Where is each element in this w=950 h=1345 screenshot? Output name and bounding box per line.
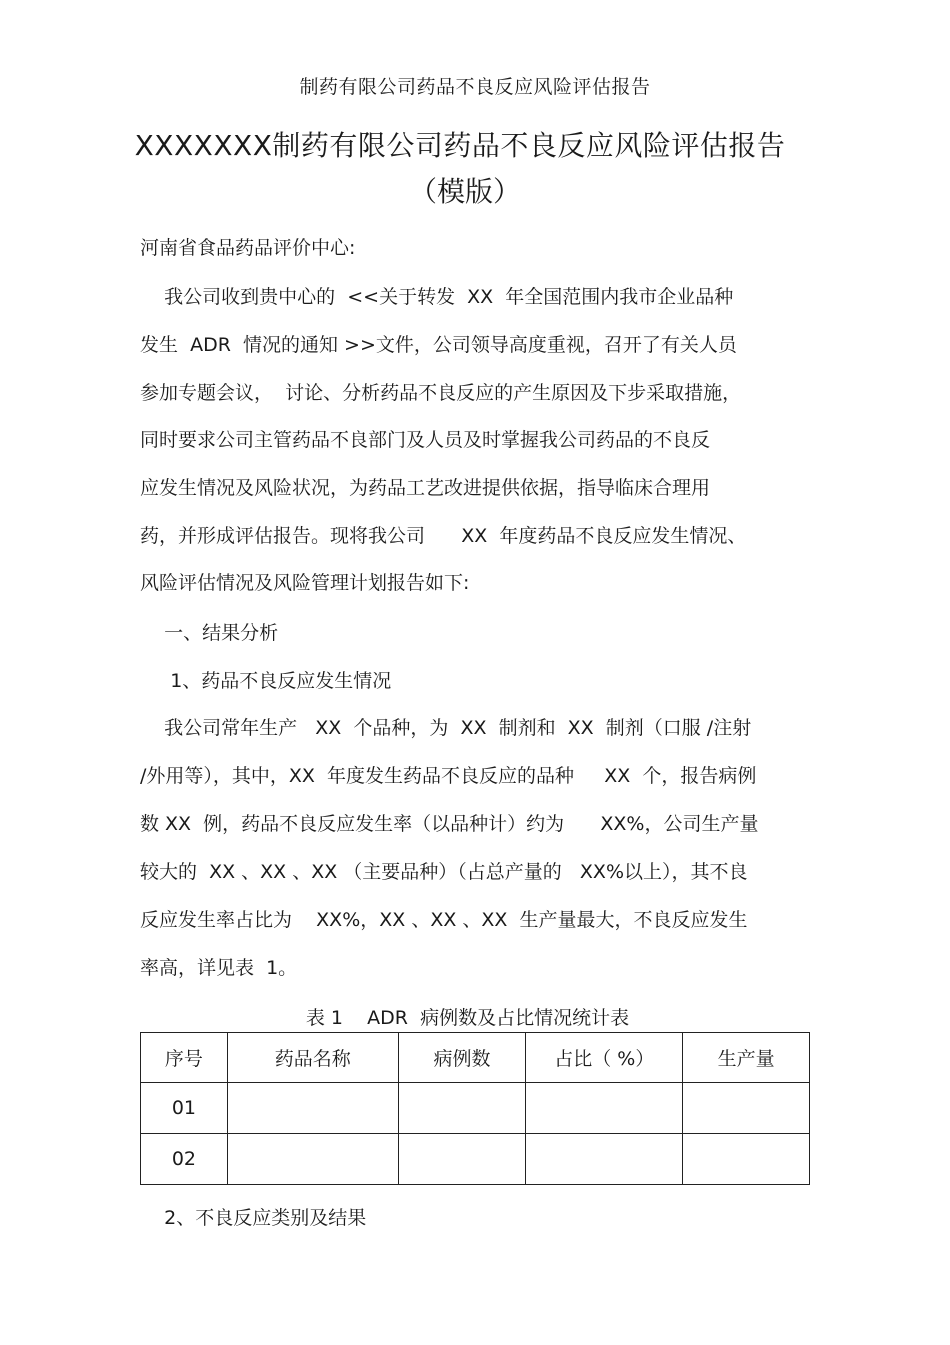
intro-line: 药，并形成评估报告。现将我公司 XX 年度药品不良反应发生情况、	[140, 525, 747, 547]
intro-line: 我公司收到贵中心的 <<关于转发 XX 年全国范围内我市企业品种	[140, 286, 734, 308]
table-row	[141, 1083, 810, 1134]
running-header: 制药有限公司药品不良反应风险评估报告	[299, 76, 651, 98]
table-caption: 表 1 ADR 病例数及占比情况统计表	[305, 1007, 630, 1029]
col-header-case-count: 病例数	[398, 1033, 526, 1083]
document-title: XXXXXXX制药有限公司药品不良反应风险评估报告	[134, 129, 786, 162]
salutation: 河南省食品药品评价中心:	[140, 237, 356, 259]
intro-line: 参加专题会议， 讨论、分析药品不良反应的产生原因及下步采取措施，	[140, 382, 742, 404]
subsection-heading: 2、不良反应类别及结果	[140, 1207, 367, 1229]
body-line: 率高，详见表 1。	[140, 957, 298, 979]
table-header-row	[141, 1033, 810, 1083]
table-cell	[683, 1083, 810, 1134]
body-line: 反应发生率占比为 XX%，XX 、XX 、XX 生产量最大，不良反应发生	[140, 909, 748, 931]
intro-line: 发生 ADR 情况的通知 >>文件，公司领导高度重视，召开了有关人员	[140, 334, 737, 356]
intro-line: 同时要求公司主管药品不良部门及人员及时掌握我公司药品的不良反	[140, 429, 711, 451]
table-row	[141, 1134, 810, 1185]
table-cell	[227, 1083, 398, 1134]
document-subtitle: （模版）	[408, 175, 521, 208]
table-cell	[526, 1134, 683, 1185]
table-cell	[398, 1134, 526, 1185]
col-header-production: 生产量	[683, 1033, 810, 1083]
col-header-percentage: 占比（ %）	[526, 1033, 683, 1083]
body-line: /外用等），其中，XX 年度发生药品不良反应的品种 XX 个，报告病例	[140, 765, 757, 787]
table-cell	[227, 1134, 398, 1185]
table-cell	[526, 1083, 683, 1134]
table-cell-serial: 01	[141, 1083, 228, 1134]
body-line: 较大的 XX 、XX 、XX （主要品种）（占总产量的 XX%以上），其不良	[140, 861, 748, 883]
adr-stats-table	[140, 1032, 810, 1185]
section-heading: 一、结果分析	[140, 622, 279, 644]
table-cell-serial: 02	[141, 1134, 228, 1185]
table-cell	[683, 1134, 810, 1185]
intro-line: 应发生情况及风险状况，为药品工艺改进提供依据，指导临床合理用	[140, 477, 711, 499]
col-header-serial: 序号	[141, 1033, 228, 1083]
subsection-heading: 1、药品不良反应发生情况	[140, 670, 392, 692]
intro-line: 风险评估情况及风险管理计划报告如下:	[140, 572, 470, 594]
col-header-drug-name: 药品名称	[227, 1033, 398, 1083]
body-line: 数 XX 例，药品不良反应发生率（以品种计）约为 XX%，公司生产量	[140, 813, 759, 835]
body-line: 我公司常年生产 XX 个品种，为 XX 制剂和 XX 制剂（口服 /注射	[140, 717, 752, 739]
table-cell	[398, 1083, 526, 1134]
